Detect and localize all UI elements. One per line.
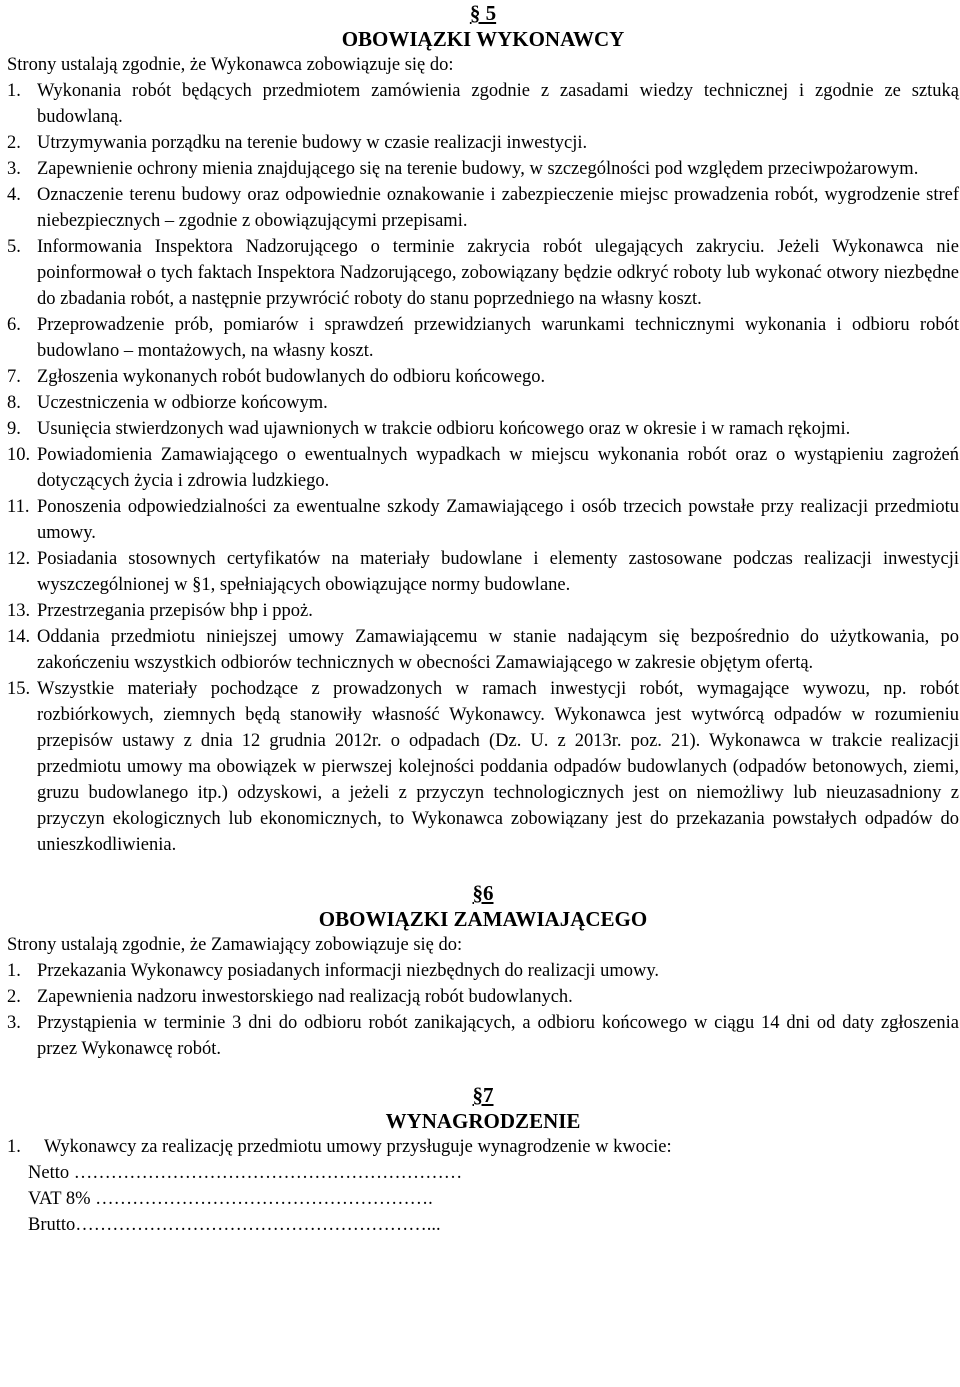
list-item bbox=[7, 182, 959, 234]
section-6-number: §6 bbox=[472, 881, 494, 905]
list-item bbox=[7, 546, 959, 598]
section-5-intro: Strony ustalają zgodnie, że Wykonawca zobowiązuje się do: bbox=[7, 55, 454, 75]
item-text: Wszystkie materiały pochodzące z prowadzonych w ramach inwestycji robót, wymagające wywozu, np. robót rozbiórkowych, ziemnych będą stanowiły własność Wykonawcy. Wykonawca jest wytwórcą odpadów w rozumieniu przepisów ustawy z dnia 12 grudnia 2012r. o odpadach (Dz. U. z 2013r. poz. 21). Wykonawca w trakcie realizacji przedmiotu umowy ma obowiązek w pierwszej kolejności poddania odpadów budowlanych (odpadów betonowych, ziemi, gruzu budowlanego itp.) odzyskowi, a jeżeli z przyczyn technologicznych jest on niemożliwy lub nieuzasadniony z przyczyn ekologicznych lub ekonomicznych, to Wykonawca zobowiązany jest do przekazania powstałych odpadów do unieszkodliwienia. bbox=[37, 679, 959, 855]
item-number: 5. bbox=[7, 237, 21, 257]
item-number: 11. bbox=[7, 497, 30, 517]
list-item bbox=[7, 984, 959, 1010]
item-text: Utrzymywania porządku na terenie budowy w czasie realizacji inwestycji. bbox=[37, 133, 588, 153]
section-7-number: §7 bbox=[472, 1083, 494, 1107]
document-page bbox=[7, 0, 959, 1238]
item-text: Uczestniczenia w odbiorze końcowym. bbox=[37, 393, 328, 413]
section-5-title: OBOWIĄZKI WYKONAWCY bbox=[341, 27, 625, 51]
item-number: 3. bbox=[7, 1013, 21, 1033]
item-text: Zapewnienie ochrony mienia znajdującego się na terenie budowy, w szczególności pod względem przeciwpożarowym. bbox=[37, 159, 919, 179]
item-text: Informowania Inspektora Nadzorującego o terminie zakrycia robót ulegających zakryciu. Jeżeli Wykonawca nie poinformował o tych faktach Inspektora Nadzorującego, zobowiązany będzie odkryć roboty lub wykonać otwory niezbędne do zbadania robót, a następnie przywrócić roboty do stanu poprzedniego na własny koszt. bbox=[37, 237, 959, 309]
list-item bbox=[7, 416, 959, 442]
item-text: Zapewnienia nadzoru inwestorskiego nad realizacją robót budowlanych. bbox=[37, 987, 573, 1007]
section-5-number: § 5 bbox=[469, 1, 497, 25]
item-number: 4. bbox=[7, 185, 21, 205]
item-number: 6. bbox=[7, 315, 21, 335]
list-item bbox=[7, 312, 959, 364]
item-text: Posiadania stosownych certyfikatów na materiały budowlane i elementy zastosowane podczas realizacji inwestycji wyszczególnionej w §1, spełniających obowiązujące normy budowlane. bbox=[37, 549, 959, 595]
list-item bbox=[7, 1010, 959, 1062]
item-number: 2. bbox=[7, 133, 21, 153]
section-5-list bbox=[7, 78, 959, 858]
list-item bbox=[7, 624, 959, 676]
netto-line: Netto ……………………………………………………… bbox=[28, 1163, 463, 1183]
vat-line: VAT 8% ………………………………………………. bbox=[28, 1189, 433, 1209]
item-number: 1. bbox=[7, 81, 21, 101]
item-number: 7. bbox=[7, 367, 21, 387]
list-item bbox=[7, 442, 959, 494]
item-text: Powiadomienia Zamawiającego o ewentualnych wypadkach w miejscu wykonania robót oraz o wystąpieniu zagrożeń dotyczących życia i zdrowia ludzkiego. bbox=[37, 445, 959, 491]
item-number: 1. bbox=[7, 1137, 21, 1157]
section-7-list bbox=[7, 1134, 959, 1160]
section-7-title: WYNAGRODZENIE bbox=[385, 1109, 581, 1133]
item-text: Przekazania Wykonawcy posiadanych informacji niezbędnych do realizacji umowy. bbox=[37, 961, 659, 981]
list-item bbox=[7, 234, 959, 312]
brutto-line: Brutto…………………………………………………... bbox=[28, 1215, 441, 1235]
item-text: Wykonawcy za realizację przedmiotu umowy przysługuje wynagrodzenie w kwocie: bbox=[44, 1137, 672, 1157]
item-text: Zgłoszenia wykonanych robót budowlanych do odbioru końcowego. bbox=[37, 367, 546, 387]
item-text: Oznaczenie terenu budowy oraz odpowiednie oznakowanie i zabezpieczenie miejsc prowadzenia robót, wygrodzenie stref niebezpiecznych – zgodnie z obowiązującymi przepisami. bbox=[37, 185, 959, 231]
section-spacer bbox=[7, 1062, 959, 1082]
list-item bbox=[7, 78, 959, 130]
list-item bbox=[7, 958, 959, 984]
list-item bbox=[7, 598, 959, 624]
section-6-list bbox=[7, 958, 959, 1062]
item-number: 9. bbox=[7, 419, 21, 439]
item-number: 3. bbox=[7, 159, 21, 179]
section-spacer bbox=[7, 858, 959, 880]
item-text: Przystąpienia w terminie 3 dni do odbioru robót zanikających, a odbioru końcowego w ciągu 14 dni od daty zgłoszenia przez Wykonawcę robót. bbox=[37, 1013, 959, 1059]
item-number: 1. bbox=[7, 961, 21, 981]
list-item bbox=[7, 156, 959, 182]
item-number: 12. bbox=[7, 549, 31, 569]
item-number: 14. bbox=[7, 627, 31, 647]
list-item bbox=[7, 494, 959, 546]
list-item bbox=[7, 1134, 959, 1160]
list-item bbox=[7, 390, 959, 416]
item-text: Ponoszenia odpowiedzialności za ewentualne szkody Zamawiającego i osób trzecich powstałe przy realizacji przedmiotu umowy. bbox=[37, 497, 959, 543]
section-6-title: OBOWIĄZKI ZAMAWIAJĄCEGO bbox=[318, 907, 648, 931]
section-6-intro: Strony ustalają zgodnie, że Zamawiający zobowiązuje się do: bbox=[7, 935, 463, 955]
item-text: Przestrzegania przepisów bhp i ppoż. bbox=[37, 601, 313, 621]
list-item bbox=[7, 130, 959, 156]
list-item bbox=[7, 676, 959, 858]
item-text: Oddania przedmiotu niniejszej umowy Zamawiającemu w stanie nadającym się bezpośrednio do użytkowania, po zakończeniu wszystkich odbiorów technicznych w obecności Zamawiającego w zakresie objętym ofertą. bbox=[37, 627, 959, 673]
item-number: 15. bbox=[7, 679, 31, 699]
item-text: Wykonania robót będących przedmiotem zamówienia zgodnie z zasadami wiedzy technicznej i zgodnie ze sztuką budowlaną. bbox=[37, 81, 959, 127]
item-text: Usunięcia stwierdzonych wad ujawnionych w trakcie odbioru końcowego oraz w okresie i w ramach rękojmi. bbox=[37, 419, 851, 439]
item-number: 8. bbox=[7, 393, 21, 413]
item-text: Przeprowadzenie prób, pomiarów i sprawdzeń przewidzianych warunkami technicznymi wykonania i odbioru robót budowlano – montażowych, na własny koszt. bbox=[37, 315, 959, 361]
item-number: 13. bbox=[7, 601, 31, 621]
item-number: 10. bbox=[7, 445, 31, 465]
item-number: 2. bbox=[7, 987, 21, 1007]
list-item bbox=[7, 364, 959, 390]
